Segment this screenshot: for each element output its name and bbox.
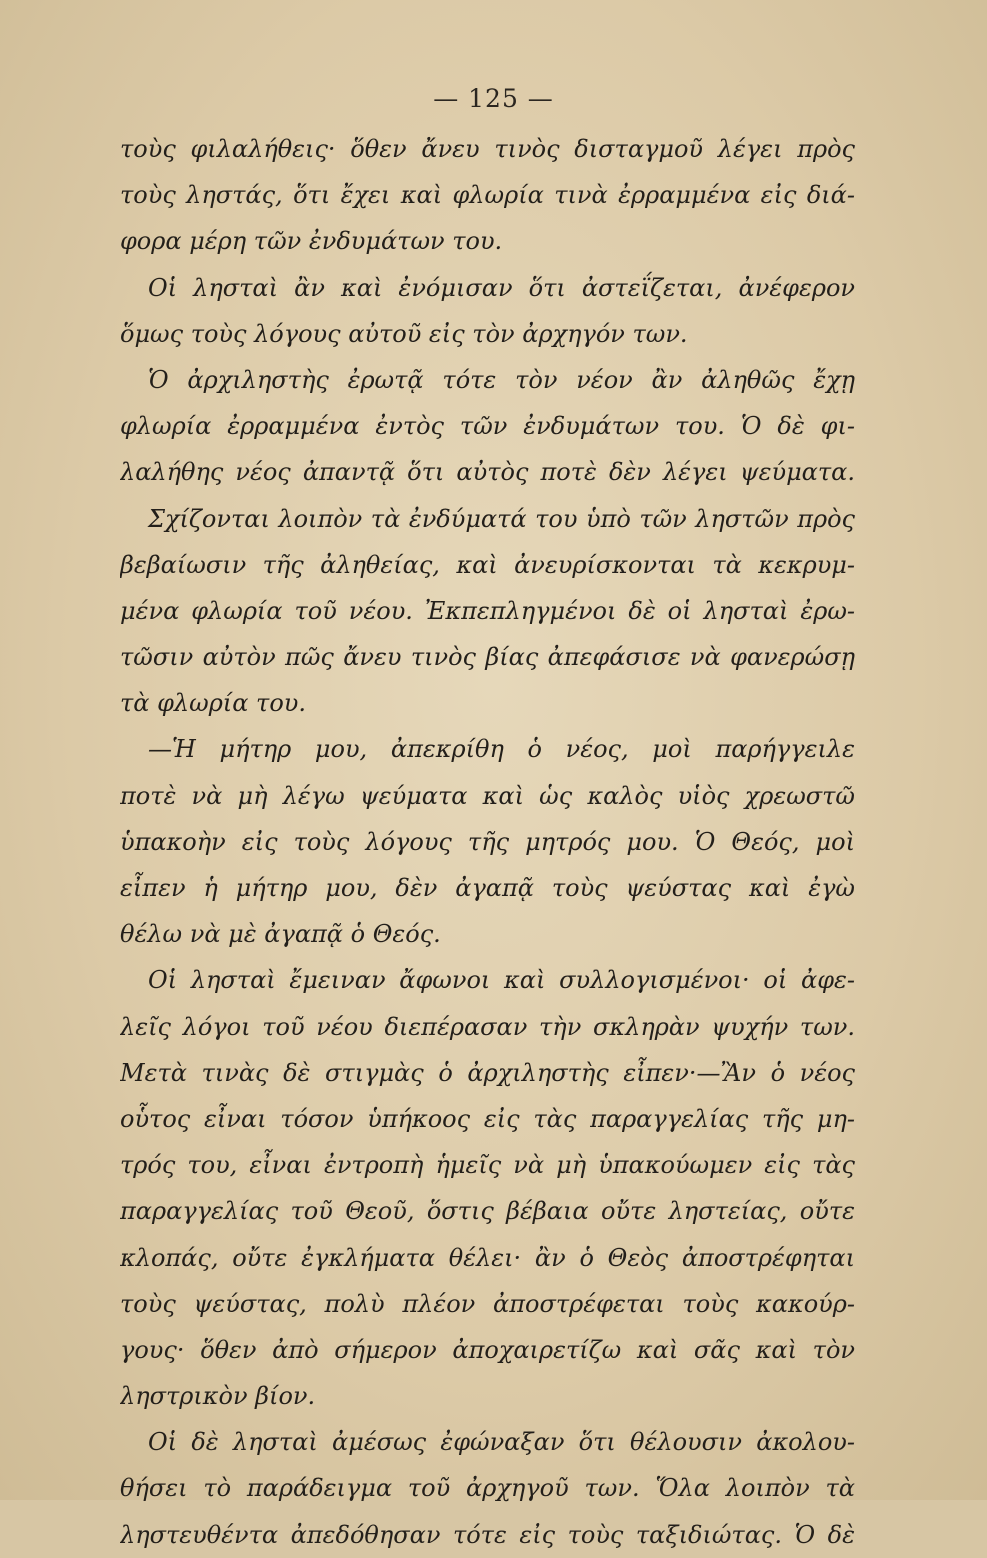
text-line: ληστρικὸν βίον.: [120, 1382, 316, 1411]
text-line: γους· ὅθεν ἀπὸ σήμερον ἀποχαιρετίζω καὶ σᾶς καὶ τὸν: [120, 1335, 855, 1364]
text-line: φορα μέρη τῶν ἐνδυμάτων του.: [120, 227, 503, 256]
text-line: λεῖς λόγοι τοῦ νέου διεπέρασαν τὴν σκληρὰν ψυχήν των.: [120, 1012, 855, 1041]
text-line: Σχίζονται λοιπὸν τὰ ἐνδύματά του ὑπὸ τῶν ληστῶν πρὸς: [148, 504, 855, 533]
text-line: ὅμως τοὺς λόγους αὐτοῦ εἰς τὸν ἀρχηγόν των.: [120, 319, 688, 348]
text-line: τοὺς φιλαλήθεις· ὅθεν ἄνευ τινὸς δισταγμοῦ λέγει πρὸς: [120, 135, 855, 163]
text-line: φλωρία ἐρραμμένα ἐντὸς τῶν ἐνδυμάτων του. Ὁ δὲ φι-: [120, 412, 855, 441]
text-line: μένα φλωρία τοῦ νέου. Ἐκπεπληγμένοι δὲ οἱ λησταὶ ἐρω-: [120, 596, 855, 625]
text-line: ὑπακοὴν εἰς τοὺς λόγους τῆς μητρός μου. Ὁ Θεός, μοὶ: [120, 827, 855, 856]
page-number: — 125 —: [433, 84, 554, 113]
text-line: τῶσιν αὐτὸν πῶς ἄνευ τινὸς βίας ἀπεφάσισε νὰ φανερώσῃ: [120, 643, 855, 672]
text-line: Οἱ λησταὶ ἂν καὶ ἐνόμισαν ὅτι ἀστεΐζεται, ἀνέφερον: [148, 273, 855, 302]
text-line: κλοπάς, οὔτε ἐγκλήματα θέλει· ἂν ὁ Θεὸς ἀποστρέφηται: [120, 1243, 855, 1272]
text-line: Οἱ δὲ λησταὶ ἀμέσως ἐφώναξαν ὅτι θέλουσιν ἀκολου-: [148, 1428, 855, 1457]
text-line: ληστευθέντα ἀπεδόθησαν τότε εἰς τοὺς ταξιδιώτας. Ὁ δὲ: [120, 1520, 855, 1549]
text-line: τρός του, εἶναι ἐντροπὴ ἡμεῖς νὰ μὴ ὑπακούωμεν εἰς τὰς: [120, 1151, 855, 1180]
text-line: θέλω νὰ μὲ ἀγαπᾷ ὁ Θεός.: [120, 920, 441, 949]
text-line: Μετὰ τινὰς δὲ στιγμὰς ὁ ἀρχιληστὴς εἶπεν·—Ἂν ὁ νέος: [120, 1058, 855, 1087]
text-line: —Ἡ μήτηρ μου, ἀπεκρίθη ὁ νέος, μοὶ παρήγγειλε: [148, 735, 855, 764]
text-line: θήσει τὸ παράδειγμα τοῦ ἀρχηγοῦ των. Ὅλα λοιπὸν τὰ: [120, 1474, 855, 1503]
text-line: λαλήθης νέος ἀπαντᾷ ὅτι αὐτὸς ποτὲ δὲν λέγει ψεύματα.: [120, 458, 855, 487]
text-line: βεβαίωσιν τῆς ἀληθείας, καὶ ἀνευρίσκονται τὰ κεκρυμ-: [120, 550, 855, 579]
text-line: Οἱ λησταὶ ἔμειναν ἄφωνοι καὶ συλλογισμένοι· οἱ ἀφε-: [148, 966, 855, 995]
text-line: τοὺς ληστάς, ὅτι ἔχει καὶ φλωρία τινὰ ἐρραμμένα εἰς διά-: [120, 181, 855, 210]
text-line: οὗτος εἶναι τόσον ὑπήκοος εἰς τὰς παραγγελίας τῆς μη-: [120, 1104, 855, 1133]
text-line: τοὺς ψεύστας, πολὺ πλέον ἀποστρέφεται τοὺς κακούρ-: [120, 1289, 855, 1318]
text-line: Ὁ ἀρχιληστὴς ἐρωτᾷ τότε τὸν νέον ἂν ἀληθῶς ἔχῃ: [148, 365, 855, 394]
text-line: παραγγελίας τοῦ Θεοῦ, ὅστις βέβαια οὔτε ληστείας, οὔτε: [120, 1197, 855, 1226]
text-line: ποτὲ νὰ μὴ λέγω ψεύματα καὶ ὡς καλὸς υἱὸς χρεωστῶ: [120, 781, 855, 810]
page-body-text: [120, 126, 855, 1558]
text-line: τὰ φλωρία του.: [120, 689, 306, 718]
text-line: εἶπεν ἡ μήτηρ μου, δὲν ἀγαπᾷ τοὺς ψεύστας καὶ ἐγὼ: [120, 874, 855, 902]
